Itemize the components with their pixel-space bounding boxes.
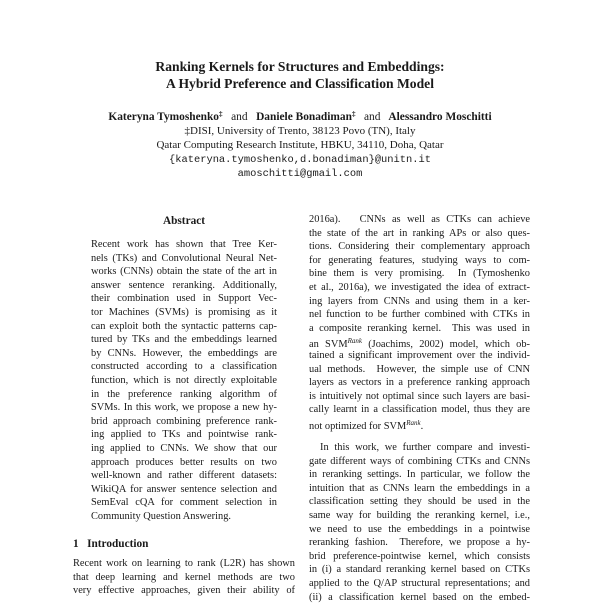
- text-line: (ii) a classification kernel based on the embed-: [309, 591, 530, 603]
- affiliation-line-2: Qatar Computing Research Institute, HBKU, 34110, Doha, Qatar: [156, 139, 444, 151]
- text-line: constructed according to a classification: [91, 361, 277, 373]
- text-line: applied to the Q/AP structural representations; and: [309, 578, 530, 589]
- text-line: ing layers from CNNs and using them in a ker-: [309, 295, 530, 307]
- text-line: SemEval cQA for comment selection in: [91, 497, 277, 509]
- text-line: works (CNNs) obtain the state of the art in: [91, 266, 277, 278]
- text-line: brid preference-pointwise kernel, which consists: [309, 550, 530, 562]
- author-mark: ‡: [351, 110, 356, 118]
- text-line: et al., 2016a), we investigated the idea of extract-: [309, 282, 530, 293]
- text-line: is intuitively not optimal since such layers are basi-: [309, 390, 530, 402]
- text-line: approach produces better results on two: [91, 456, 277, 468]
- text-line: classification setting they should be used in the: [309, 496, 530, 508]
- abstract-heading: Abstract: [162, 215, 206, 227]
- text-line: their combination used in Support Vec-: [91, 293, 277, 305]
- text-line: the state of the art in ranking APs or also ques-: [309, 227, 530, 239]
- text-span: (Joachims, 2002) model, which ob-: [361, 339, 530, 351]
- text-line: nel function to be further combined with CTKs in: [309, 309, 530, 321]
- text-line: tions. Considering their complementary approach: [309, 241, 530, 253]
- text-line: very effective approaches, given their ability of: [73, 585, 295, 597]
- text-line: bine them is very promising. In (Tymoshenko: [309, 268, 530, 280]
- superscript: Rank: [406, 419, 421, 427]
- text-line: ing applied to CNNs. We show that our: [91, 443, 277, 454]
- text-line: [309, 417, 530, 433]
- email-line-1: {kateryna.tymoshenko,d.bonadiman}@unitn.it: [169, 154, 431, 166]
- text-line: in reranking settings. In particular, we follow the: [309, 469, 530, 481]
- author-mark: ‡: [219, 110, 223, 118]
- author-name: Daniele Bonadiman: [256, 111, 352, 123]
- text-line: that deep learning and kernel methods are two: [73, 571, 295, 583]
- text-line: SVMs. In this work, we propose a new hy-: [91, 402, 277, 414]
- section-heading-introduction: 1 Introduction: [73, 538, 149, 550]
- text-line: we need to use the embeddings in a pointwise: [309, 523, 530, 535]
- text-line: same way for building the reranking kernel, i.e.,: [309, 510, 530, 521]
- text-line: reranking fashion. Therefore, we propose a hy-: [309, 537, 530, 549]
- text-line: tained a significant improvement over the individ-: [309, 350, 530, 361]
- text-line: ual methods. However, the simple use of CNN: [309, 363, 530, 375]
- author-name: Kateryna Tymoshenko: [108, 111, 220, 123]
- text-line: well-known and rather different datasets:: [91, 470, 277, 482]
- text-line: function, which is not directly exploitable: [91, 375, 277, 386]
- text-line: tured by TKs and the embeddings learned: [91, 334, 277, 346]
- text-line: Recent work has shown that Tree Ker-: [91, 239, 277, 250]
- text-line: gate different ways of combining CTKs and CNNs: [309, 455, 530, 467]
- text-line: Recent work on learning to rank (L2R) has shown: [73, 558, 295, 569]
- text-line: WikiQA for answer sentence selection and: [91, 483, 277, 495]
- text-span: .: [420, 421, 424, 432]
- text-line: nels (TKs) and Convolutional Neural Net-: [91, 252, 277, 264]
- superscript: Rank: [347, 337, 362, 346]
- paper-title-line-2: A Hybrid Preference and Classification Model: [166, 76, 434, 91]
- text-line: can exploit both the syntactic patterns cap-: [91, 320, 277, 332]
- affiliation-line-1: ‡DISI, University of Trento, 38123 Povo (TN), Italy: [184, 125, 416, 137]
- text-line: answer sentence reranking. Additionally,: [91, 279, 277, 291]
- text-line: cally learnt in a classification model, thus they are: [309, 404, 530, 416]
- text-line: for generating features, studying ways to com-: [309, 254, 530, 266]
- text-line: tor Machines (SVMs) is promising as it: [91, 307, 277, 318]
- text-line: in the preference ranking algorithm of: [91, 388, 277, 400]
- and-word: and: [364, 111, 381, 123]
- text-line: brid approach combining preference rank-: [91, 415, 277, 427]
- email-line-2: amoschitti@gmail.com: [237, 168, 363, 180]
- text-line: Community Question Answering.: [91, 511, 231, 522]
- text-line: in (i) a standard reranking kernel based on CTKs: [309, 564, 530, 576]
- text-span: an SVM: [309, 339, 348, 351]
- text-line: 2016a). CNNs as well as CTKs can achieve: [309, 214, 530, 225]
- text-line: intuition that as CNNs learn the embeddings in a: [309, 482, 530, 494]
- paper-title-line-1: Ranking Kernels for Structures and Embeddings:: [155, 59, 445, 74]
- text-span: not optimized for SVM: [309, 421, 407, 432]
- text-line: layers as vectors in a preference ranking approach: [309, 377, 530, 389]
- author-name: Alessandro Moschitti: [388, 111, 492, 123]
- text-line: by CNNs. However, the embeddings are: [91, 347, 277, 359]
- text-line: a composite reranking kernel. This was used in: [309, 322, 530, 334]
- text-line: ing applied to TKs and pointwise rank-: [91, 429, 277, 441]
- author-list: [0, 111, 600, 123]
- text-line: In this work, we further compare and investi-: [320, 442, 530, 453]
- and-word: and: [231, 111, 248, 123]
